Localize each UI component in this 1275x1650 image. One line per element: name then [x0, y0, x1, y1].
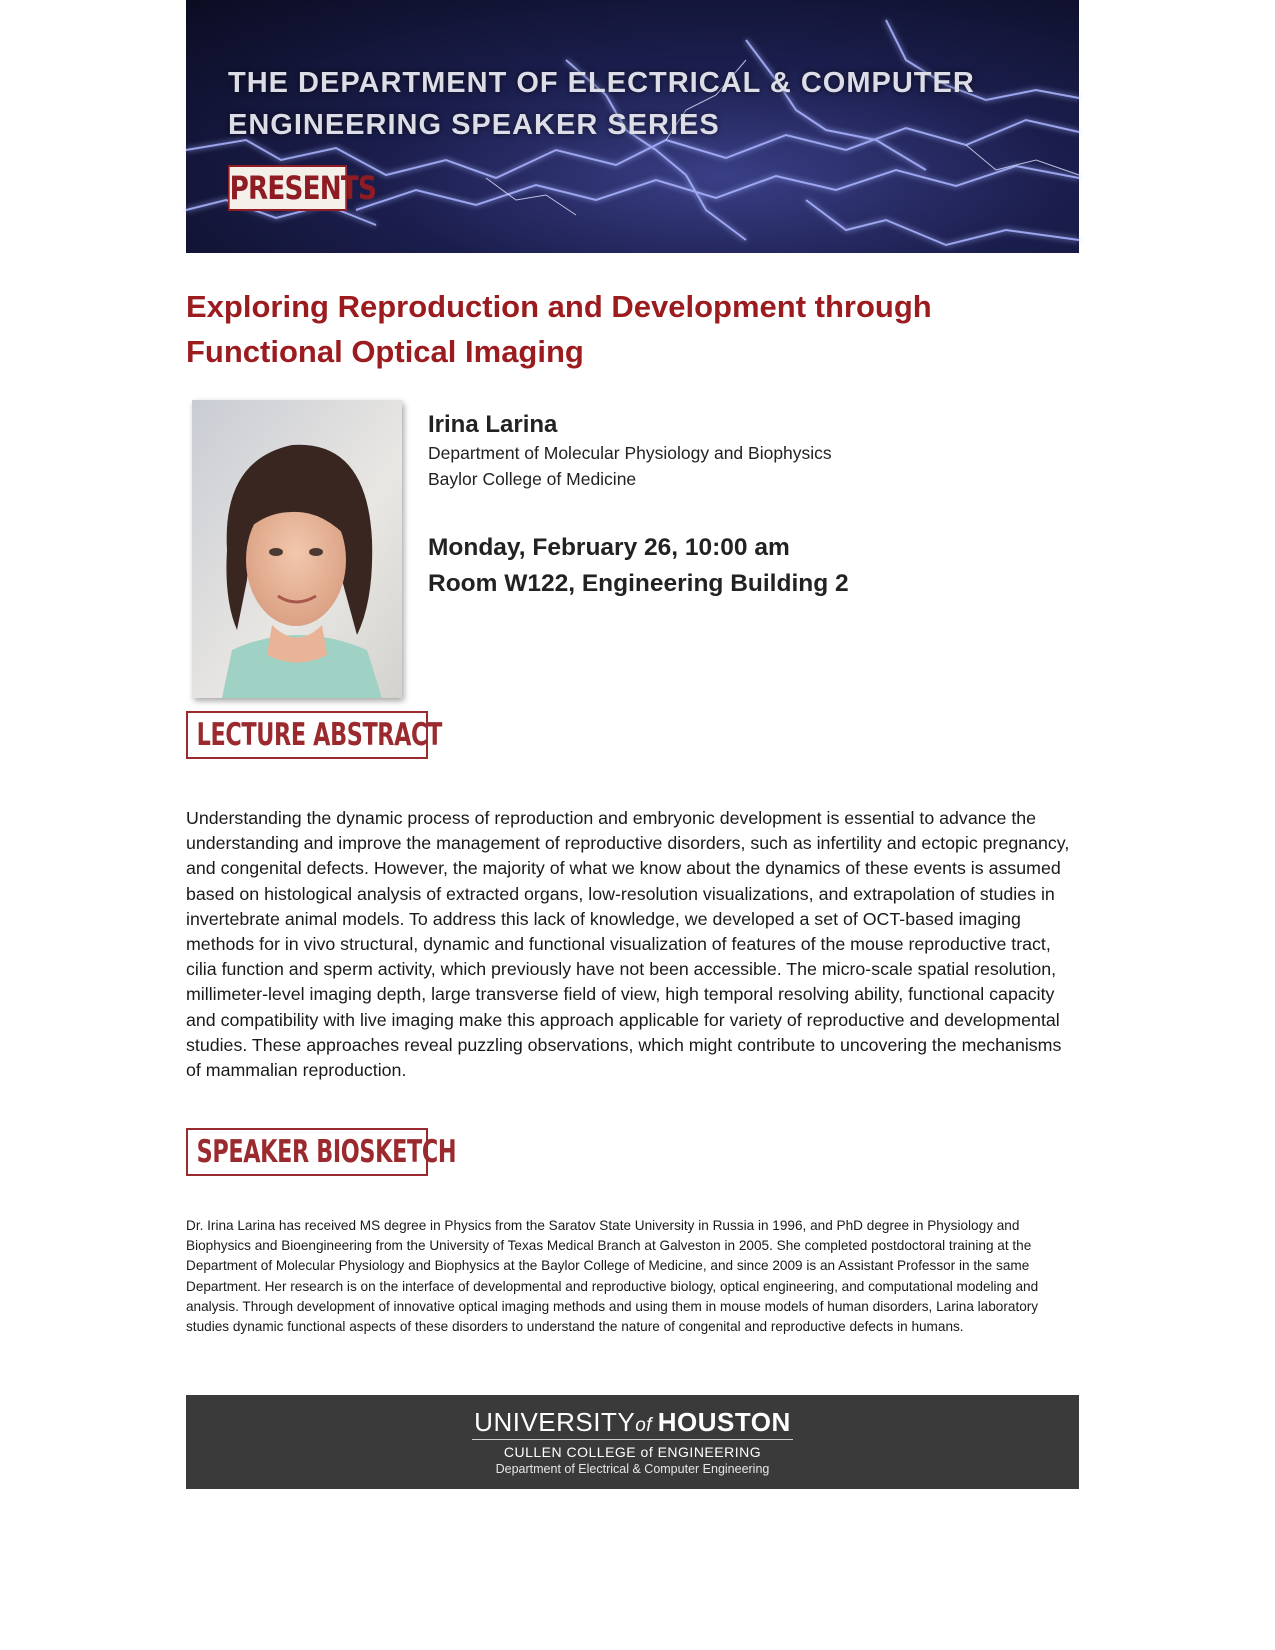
event-location: Room W122, Engineering Building 2 — [428, 570, 849, 597]
series-title — [228, 62, 1048, 146]
university-prefix: UNIVERSITY — [474, 1407, 636, 1437]
university-name: HOUSTON — [657, 1407, 791, 1437]
event-details — [428, 530, 1048, 602]
department-name: Department of Electrical & Computer Engineering — [495, 1462, 770, 1476]
university-of: of — [635, 1415, 653, 1436]
portrait-photo-icon — [192, 400, 402, 698]
speaker-biosketch-heading — [186, 1128, 457, 1176]
speaker-biosketch-label: SPEAKER BIOSKETCH — [196, 1134, 457, 1170]
speaker-department: Department of Molecular Physiology and Biophysics — [428, 443, 832, 463]
university-logo — [186, 1407, 1079, 1441]
biosketch-text: Dr. Irina Larina has received MS degree in Physics from the Saratov State University in Russia in 1996, and PhD degree in Physiology and Biophysics and Bioengineering from the University of Texas Medical Branch at Galveston in 2005. She completed postdoctoral training at the Department of Molecular Physiology and Biophysics at the Baylor College of Medicine, and since 2009 is an Assistant Professor in the same Department. Her research is on the interface of developmental and reproductive biology, optical engineering, and computational modeling and analysis. Through development of innovative optical imaging methods and using them in mouse models of human disorders, Larina laboratory studies dynamic functional aspects of these disorders to understand the nature of congenital and reproductive defects in humans. — [186, 1218, 1039, 1335]
talk-title-line-2: Functional Optical Imaging — [186, 334, 584, 369]
lecture-abstract-label: LECTURE ABSTRACT — [196, 717, 442, 753]
talk-title-line-1: Exploring Reproduction and Development through — [186, 289, 932, 324]
series-title-line-2: ENGINEERING SPEAKER SERIES — [228, 109, 720, 141]
talk-title — [186, 284, 1066, 374]
presents-label: PRESENTS — [228, 165, 347, 211]
header-banner — [186, 0, 1079, 253]
abstract-text: Understanding the dynamic process of reproduction and embryonic development is essential to advance the understanding and improve the management of reproductive disorders, such as infertility and ectopic pregnancy, and congenital defects. However, the majority of what we know about the dynamics of these events is assumed based on histological analysis of extracted organs, low-resolution visualizations, and extrapolation of studies in invertebrate animal models. To address this lack of knowledge, we developed a set of OCT-based imaging methods for in vivo structural, dynamic and functional visualization of features of the mouse reproductive tract, cilia function and sperm activity, which previously have not been accessible. The micro-scale spatial resolution, millimeter-level imaging depth, large transverse field of view, high temporal resolving ability, functional capacity and compatibility with live imaging make this approach applicable for variety of reproductive and developmental studies. These approaches reveal puzzling observations, which might contribute to uncovering the mechanisms of mammalian reproduction. — [186, 808, 1070, 1081]
speaker-info — [428, 410, 1048, 602]
speaker-photo — [192, 400, 402, 698]
speaker-name: Irina Larina — [428, 411, 558, 438]
footer-logo-bar — [186, 1395, 1079, 1489]
logo-divider — [472, 1439, 793, 1440]
speaker-institution: Baylor College of Medicine — [428, 469, 637, 489]
college-name: CULLEN COLLEGE of ENGINEERING — [503, 1444, 762, 1460]
lecture-abstract-heading — [186, 711, 442, 759]
series-title-line-1: THE DEPARTMENT OF ELECTRICAL & COMPUTER — [228, 67, 975, 99]
event-date-time: Monday, February 26, 10:00 am — [428, 534, 790, 561]
